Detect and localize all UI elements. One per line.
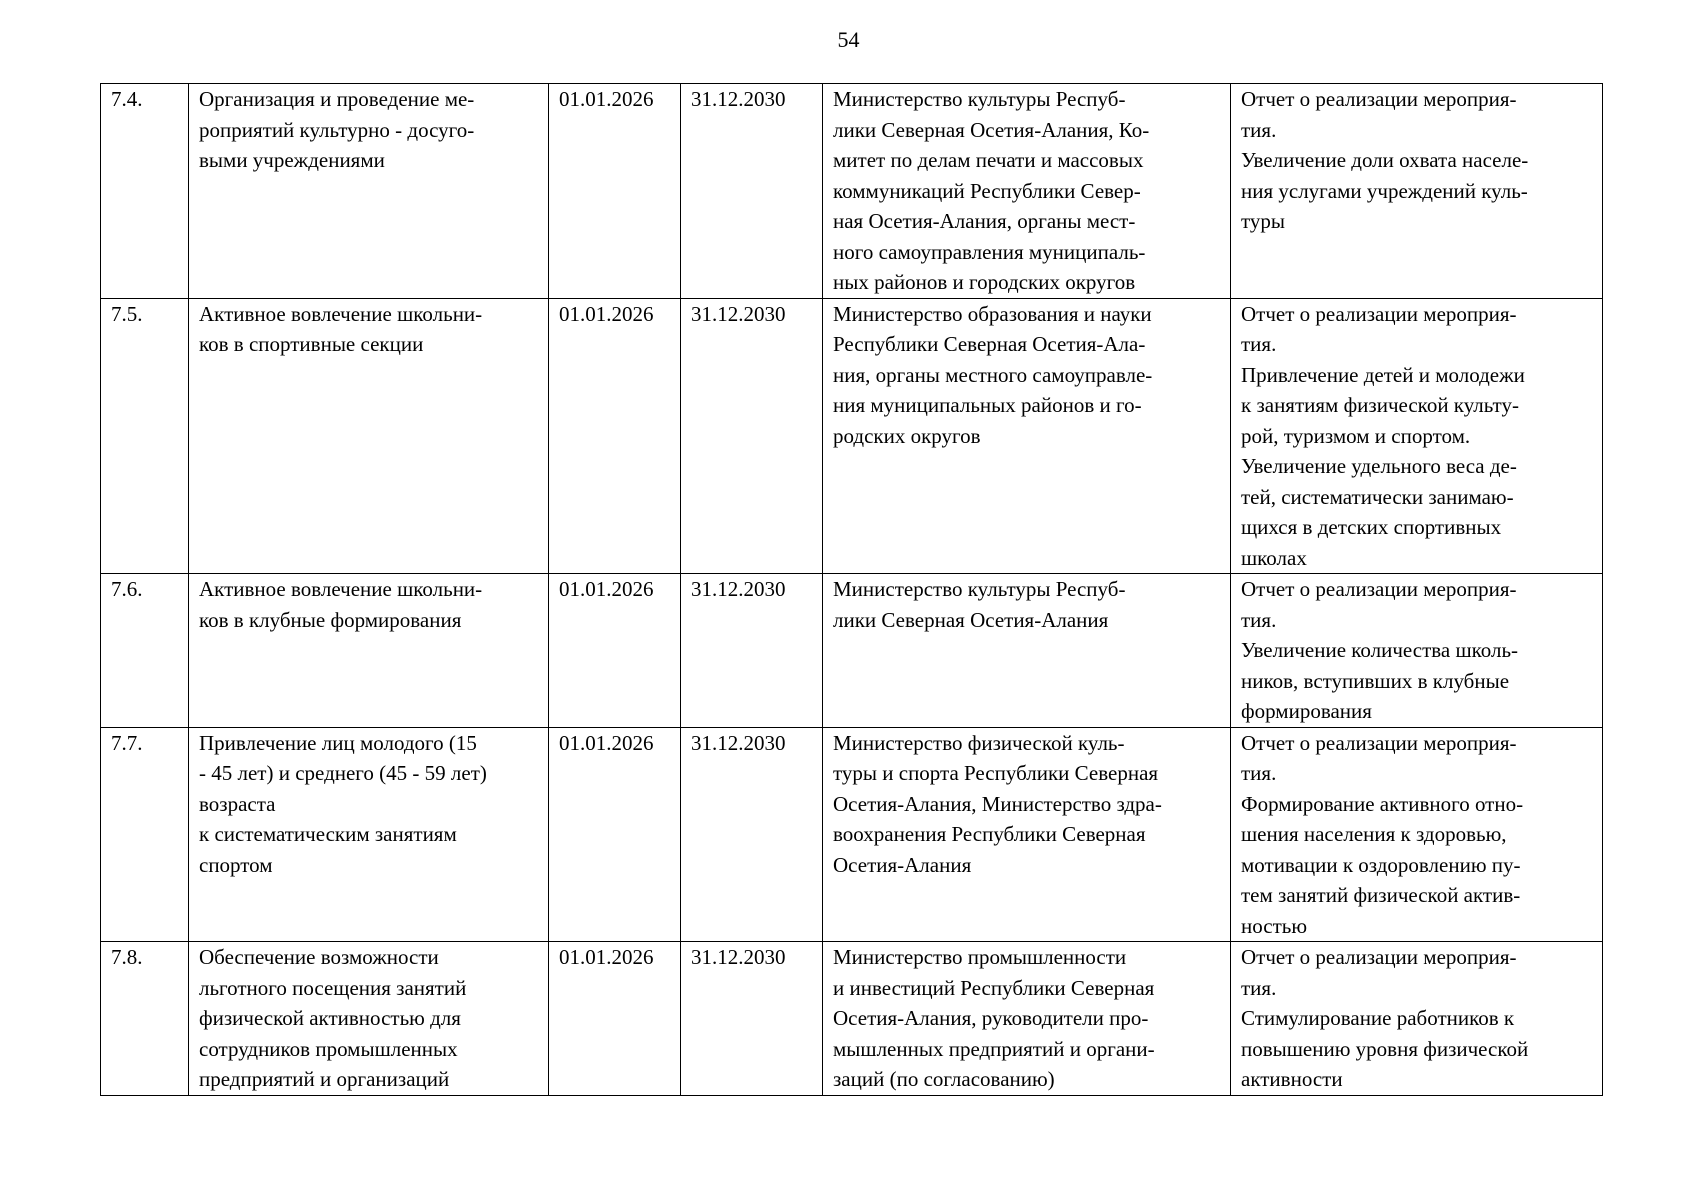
- cell-text-line: физической активностью для: [199, 1006, 461, 1030]
- cell-text-line: туры и спорта Республики Северная: [833, 761, 1159, 785]
- cell-text-line: Активное вовлечение школьни-: [199, 577, 483, 601]
- start-date: 01.01.2026: [549, 727, 681, 942]
- cell-text-line: тия.: [1241, 332, 1277, 356]
- cell-text-line: Отчет о реализации мероприя-: [1241, 87, 1517, 111]
- cell-text-line: Осетия-Алания, руководители про-: [833, 1006, 1149, 1030]
- cell-text-line: Отчет о реализации мероприя-: [1241, 945, 1517, 969]
- cell-text-line: и инвестиций Республики Северная: [833, 975, 1155, 1000]
- cell-text-line: Организация и проведение ме-: [199, 87, 475, 111]
- cell-text-line: ных районов и городских округов: [833, 270, 1136, 294]
- expected-result: [1231, 574, 1603, 728]
- cell-text-line: ков в спортивные секции: [199, 332, 424, 356]
- cell-text-line: тия.: [1241, 117, 1277, 142]
- cell-text-line: лики Северная Осетия-Алания, Ко-: [833, 117, 1150, 142]
- cell-text-line: Министерство промышленности: [833, 945, 1127, 969]
- cell-text-line: Обеспечение возможности: [199, 945, 439, 969]
- table-row: [101, 727, 1603, 942]
- cell-text-line: ния услугами учреждений куль-: [1241, 178, 1528, 203]
- cell-text-line: туры: [1241, 209, 1286, 233]
- cell-text-line: щихся в детских спортивных: [1241, 515, 1502, 539]
- cell-text-line: тия.: [1241, 607, 1277, 632]
- cell-text-line: Отчет о реализации мероприя-: [1241, 577, 1517, 601]
- cell-text-line: воохранения Республики Северная: [833, 822, 1146, 846]
- measure-name: [189, 84, 549, 299]
- measure-name: [189, 942, 549, 1096]
- cell-text-line: Осетия-Алания, Министерство здра-: [833, 791, 1162, 816]
- cell-text-line: лики Северная Осетия-Алания: [833, 607, 1109, 632]
- cell-text-line: Формирование активного отно-: [1241, 791, 1524, 816]
- end-date: 31.12.2030: [681, 942, 823, 1096]
- cell-text-line: Привлечение детей и молодежи: [1241, 362, 1525, 387]
- responsible-executors: [823, 942, 1231, 1096]
- cell-text-line: к систематическим занятиям: [199, 822, 457, 846]
- cell-text-line: ностью: [1241, 913, 1308, 938]
- cell-text-line: предприятий и организаций: [199, 1067, 450, 1091]
- cell-text-line: шения населения к здоровью,: [1241, 822, 1507, 846]
- cell-text-line: формирования: [1241, 699, 1372, 723]
- cell-text-line: повышению уровня физической: [1241, 1036, 1529, 1061]
- measure-name: [189, 298, 549, 574]
- cell-text-line: к занятиям физической культу-: [1241, 393, 1519, 417]
- cell-text-line: Активное вовлечение школьни-: [199, 301, 483, 326]
- cell-text-line: роприятий культурно - досуго-: [199, 117, 475, 142]
- measure-number: 7.5.: [101, 298, 189, 574]
- cell-text-line: рой, туризмом и спортом.: [1241, 423, 1471, 448]
- measure-name: [189, 574, 549, 728]
- cell-text-line: коммуникаций Республики Север-: [833, 178, 1141, 203]
- cell-text-line: родских округов: [833, 423, 981, 448]
- responsible-executors: [823, 298, 1231, 574]
- start-date: 01.01.2026: [549, 574, 681, 728]
- expected-result: [1231, 298, 1603, 574]
- table-row: [101, 942, 1603, 1096]
- cell-text-line: мотивации к оздоровлению пу-: [1241, 852, 1521, 877]
- cell-text-line: Увеличение количества школь-: [1241, 638, 1519, 662]
- cell-text-line: Отчет о реализации мероприя-: [1241, 730, 1517, 755]
- cell-text-line: Республики Северная Осетия-Ала-: [833, 332, 1146, 356]
- cell-text-line: возраста: [199, 791, 276, 816]
- cell-text-line: Министерство физической куль-: [833, 730, 1125, 755]
- end-date: 31.12.2030: [681, 574, 823, 728]
- cell-text-line: Отчет о реализации мероприя-: [1241, 301, 1517, 326]
- cell-text-line: Министерство образования и науки: [833, 301, 1152, 326]
- cell-text-line: сотрудников промышленных: [199, 1036, 458, 1061]
- cell-text-line: льготного посещения занятий: [199, 975, 467, 1000]
- cell-text-line: митет по делам печати и массовых: [833, 148, 1144, 172]
- responsible-executors: [823, 574, 1231, 728]
- page-number: 54: [837, 27, 860, 52]
- measure-number: 7.6.: [101, 574, 189, 728]
- cell-text-line: активности: [1241, 1067, 1343, 1091]
- cell-text-line: Министерство культуры Респуб-: [833, 87, 1126, 111]
- start-date: 01.01.2026: [549, 298, 681, 574]
- end-date: 31.12.2030: [681, 84, 823, 299]
- cell-text-line: тей, систематически занимаю-: [1241, 484, 1514, 509]
- cell-text-line: ков в клубные формирования: [199, 607, 462, 632]
- cell-text-line: ников, вступивших в клубные: [1241, 668, 1510, 693]
- cell-text-line: Привлечение лиц молодого (15: [199, 730, 477, 755]
- responsible-executors: [823, 84, 1231, 299]
- expected-result: [1231, 727, 1603, 942]
- expected-result: [1231, 942, 1603, 1096]
- cell-text-line: заций (по согласованию): [833, 1067, 1055, 1091]
- cell-text-line: выми учреждениями: [199, 148, 385, 172]
- cell-text-line: ного самоуправления муниципаль-: [833, 239, 1146, 264]
- measure-number: 7.7.: [101, 727, 189, 942]
- start-date: 01.01.2026: [549, 942, 681, 1096]
- cell-text-line: мышленных предприятий и органи-: [833, 1036, 1155, 1061]
- cell-text-line: Министерство культуры Респуб-: [833, 577, 1126, 601]
- cell-text-line: тия.: [1241, 761, 1277, 785]
- cell-text-line: Увеличение удельного веса де-: [1241, 454, 1517, 478]
- cell-text-line: ния муниципальных районов и го-: [833, 393, 1142, 417]
- table-row: [101, 574, 1603, 728]
- end-date: 31.12.2030: [681, 298, 823, 574]
- cell-text-line: школах: [1241, 545, 1307, 570]
- cell-text-line: - 45 лет) и среднего (45 - 59 лет): [199, 761, 487, 785]
- responsible-executors: [823, 727, 1231, 942]
- cell-text-line: Осетия-Алания: [833, 852, 972, 877]
- cell-text-line: ния, органы местного самоуправле-: [833, 362, 1153, 387]
- end-date: 31.12.2030: [681, 727, 823, 942]
- measure-number: 7.8.: [101, 942, 189, 1096]
- cell-text-line: тем занятий физической актив-: [1241, 883, 1521, 907]
- table-row: [101, 298, 1603, 574]
- cell-text-line: Стимулирование работников к: [1241, 1006, 1515, 1030]
- cell-text-line: Увеличение доли охвата населе-: [1241, 148, 1529, 172]
- cell-text-line: спортом: [199, 852, 273, 877]
- measures-table: [100, 83, 1603, 1096]
- measure-number: 7.4.: [101, 84, 189, 299]
- cell-text-line: ная Осетия-Алания, органы мест-: [833, 209, 1136, 233]
- expected-result: [1231, 84, 1603, 299]
- start-date: 01.01.2026: [549, 84, 681, 299]
- table-row: [101, 84, 1603, 299]
- measure-name: [189, 727, 549, 942]
- cell-text-line: тия.: [1241, 975, 1277, 1000]
